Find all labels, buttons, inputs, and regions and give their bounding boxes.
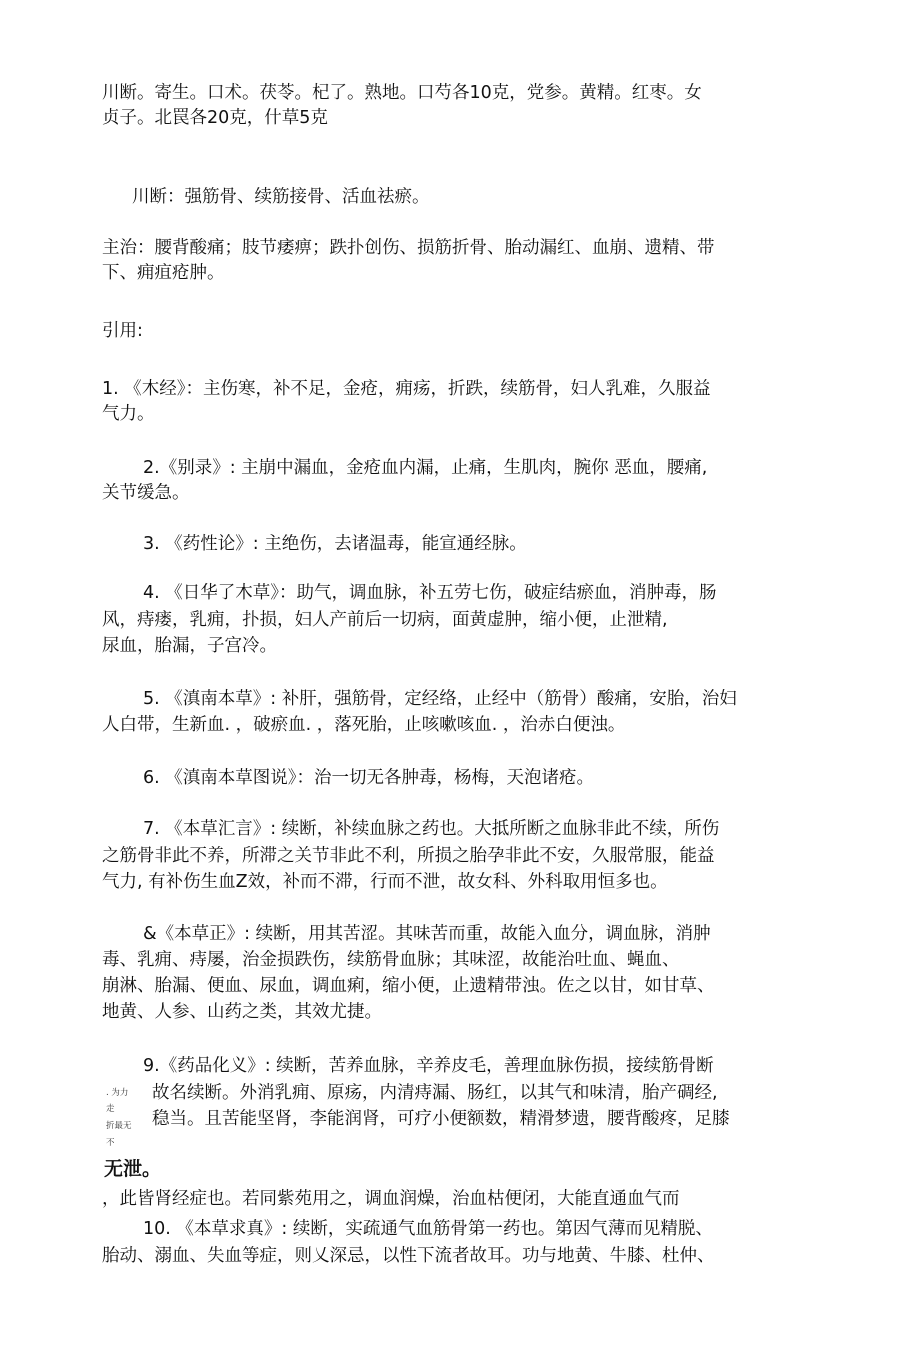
citation-7-line-2: 之筋骨非此不养，所滞之关节非此不利，所损之胎孕非此不安，久服常服，能益 [102, 846, 715, 866]
margin-note-line-2: 走 [106, 1104, 115, 1114]
prescription-line-2: 贞子。北罠各20克，什草5克 [102, 108, 328, 128]
citation-10-line-2: 胎动、溺血、失血等症，则乂深忌，以性下流者故耳。功与地黄、牛膝、杜仲、 [102, 1246, 715, 1266]
margin-note-line-3: 折最无 [106, 1121, 132, 1131]
citation-4-line-3: 尿血，胎漏，子宫冷。 [102, 636, 277, 656]
citation-2-line-2: 关节缓急。 [102, 483, 190, 503]
citation-3-line-1: 3. 《药性论》: 主绝伤，去诸温毒，能宣通经脉。 [143, 534, 527, 554]
citation-5-line-1: 5. 《滇南本草》: 补肝，强筋骨，定经络，止经中（筋骨）酸痛，安胎，治妇 [143, 689, 737, 709]
citation-6-line-1: 6. 《滇南本草图说》：治一切无各肿毒，杨梅，天泡诸疮。 [143, 768, 595, 788]
citation-2-line-1: 2.《别录》: 主崩中漏血，金疮血内漏，止痛，生肌肉，腕你 恶血，腰痛, [143, 458, 708, 478]
citation-7-line-3: 气力, 有补伤生血Z效，补而不滞，行而不泄，故女科、外科取用恒多也。 [102, 872, 668, 892]
citation-8-line-4: 地黄、人参、山药之类，其效尤捷。 [102, 1002, 382, 1022]
citation-5-line-2: 人白带，生新血. ，破瘀血. ，落死胎，止咳嗽咳血. ，治赤白便浊。 [102, 715, 626, 735]
citation-1-line-1: 1. 《木经》：主伤寒，补不足，金疮，痈疡，折跌，续筋骨，妇人乳难，久服益 [102, 379, 711, 399]
overlapping-fragment: 无泄。 [104, 1158, 162, 1180]
citation-4-line-1: 4. 《日华了木草》：助气，调血脉，补五劳七伤，破症结瘀血，消肿毒，肠 [143, 583, 717, 603]
citation-1-line-2: 气力。 [102, 404, 155, 424]
margin-note-line-1: . 为力 [106, 1088, 129, 1098]
citations-heading: 引用: [102, 321, 143, 341]
citation-8-line-1: &《本草正》: 续断，用其苦涩。其味苦而重，故能入血分，调血脉，消肿 [143, 924, 711, 944]
citation-9-line-4: ，此皆肾经症也。若同紫苑用之，调血润燥，治血枯便闭，大能直通血气而 [102, 1189, 680, 1209]
citation-9-line-1: 9.《药品化义》: 续断，苦养血脉，辛养皮毛，善理血脉伤损，接续筋骨断 [143, 1056, 714, 1076]
citation-8-line-2: 毒、乳痈、痔屡，治金损跌伤，续筋骨血脉；其味涩，故能治吐血、蝇血、 [102, 950, 680, 970]
citation-9-line-2: 故名续断。外消乳痈、原疡，内清痔漏、肠红，以其气和味清，胎产碉经, [152, 1083, 718, 1103]
citation-7-line-1: 7. 《本草汇言》: 续断，补续血脉之药也。大抵所断之血脉非此不续，所伤 [143, 819, 720, 839]
efficacy-line: 川断：强筋骨、续筋接骨、活血祛瘀。 [132, 187, 430, 207]
citation-9-line-3: 稳当。且苦能坚肾，李能润肾，可疗小便额数，精滑梦遗，腰背酸疼，足膝 [152, 1109, 730, 1129]
indications-line-2: 下、痈疽疮肿。 [102, 263, 225, 283]
citation-10-line-1: 10. 《本草求真》: 续断，实疏通气血筋骨第一药也。第因气薄而见精脱、 [143, 1219, 713, 1239]
margin-note-line-4: 不 [106, 1138, 115, 1148]
prescription-line-1: 川断。寄生。口术。茯苓。杞了。熟地。口芍各10克，党参。黄精。红枣。女 [102, 83, 702, 103]
citation-4-line-2: 风，痔瘘，乳痈，扑损，妇人产前后一切病，面黄虚肿，缩小便，止泄精, [102, 610, 668, 630]
indications-line-1: 主治：腰背酸痛；肢节痿痹；跌扑创伤、损筋折骨、胎动漏红、血崩、遗精、带 [102, 238, 715, 258]
citation-8-line-3: 崩淋、胎漏、便血、尿血，调血痢，缩小便，止遗精带浊。佐之以甘，如甘草、 [102, 976, 715, 996]
